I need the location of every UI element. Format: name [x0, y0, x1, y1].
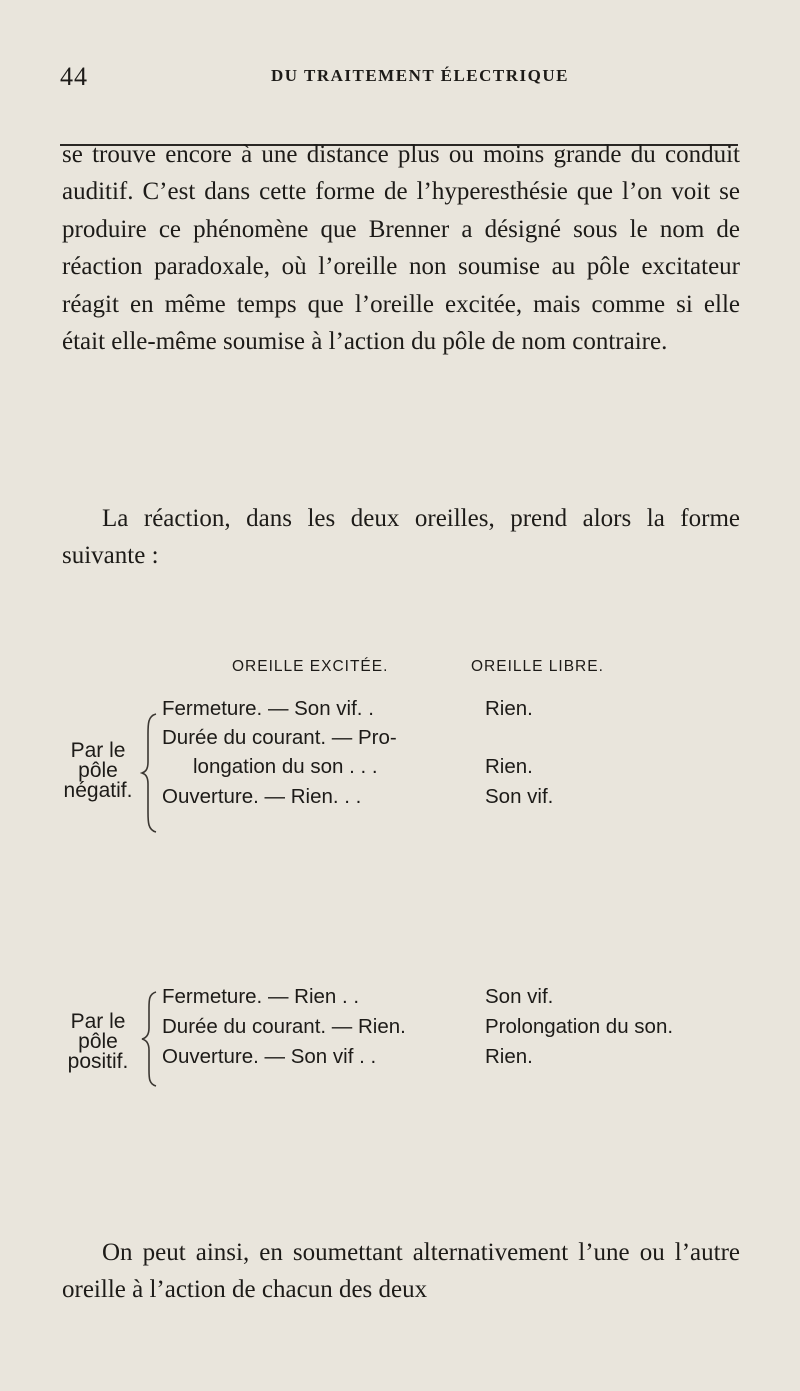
group-label-line: pôle [78, 1030, 118, 1053]
paragraph-1: se trouve encore à une distance plus ou moins grande du conduit auditif. C’est dans cette forme de l’hyperesthésie que l’on voit se produire ce phénomène que Brenner a désigné sous le nom de réaction paradoxale, où l’oreille non soumise au pôle excitateur réagit en même temps que l’oreille excitée, mais comme si elle était elle-même soumise à l’action du pôle de nom contraire. [62, 141, 740, 356]
paragraph-3: On peut ainsi, en soumettant alternativement l’une ou l’autre oreille à l’action de chacun des deux [62, 1239, 740, 1304]
group-label-line: pôle [78, 759, 118, 782]
group-label-line: Par le [70, 739, 126, 762]
table-row-excited: Ouverture. — Son vif . . [162, 1045, 377, 1068]
running-head: DU TRAITEMENT ÉLECTRIQUE [271, 66, 569, 85]
table-row-free: Prolongation du son. [485, 1015, 674, 1038]
table-row-excited: Fermeture. — Son vif. . [162, 697, 374, 720]
table-row-free: Son vif. [485, 985, 554, 1008]
brace-positive [140, 990, 160, 1088]
table-row-free: Rien. [485, 697, 533, 720]
column-header-free: OREILLE LIBRE. [471, 658, 604, 675]
group-label-negative [58, 741, 138, 801]
table-row-free: Son vif. [485, 785, 554, 808]
paragraph-2: La réaction, dans les deux oreilles, prend alors la forme suivante : [62, 505, 740, 570]
page-number: 44 [60, 62, 88, 91]
group-label-line: positif. [67, 1050, 129, 1073]
group-label-line: négatif. [63, 779, 133, 802]
page-header [60, 56, 740, 96]
column-header-excited: OREILLE EXCITÉE. [232, 658, 389, 675]
group-label-positive [58, 1012, 138, 1072]
table-row-free: Rien. [485, 755, 533, 778]
table-row-excited: Fermeture. — Rien . . [162, 985, 360, 1008]
table-row-excited: Durée du courant. — Rien. [162, 1015, 406, 1038]
table-row-excited: Durée du courant. — Pro- [162, 726, 397, 749]
table-row-excited: longation du son . . . [193, 755, 378, 778]
table-row-excited: Ouverture. — Rien. . . [162, 785, 362, 808]
table-row-free: Rien. [485, 1045, 533, 1068]
group-label-line: Par le [70, 1010, 126, 1033]
brace-negative [140, 712, 160, 834]
